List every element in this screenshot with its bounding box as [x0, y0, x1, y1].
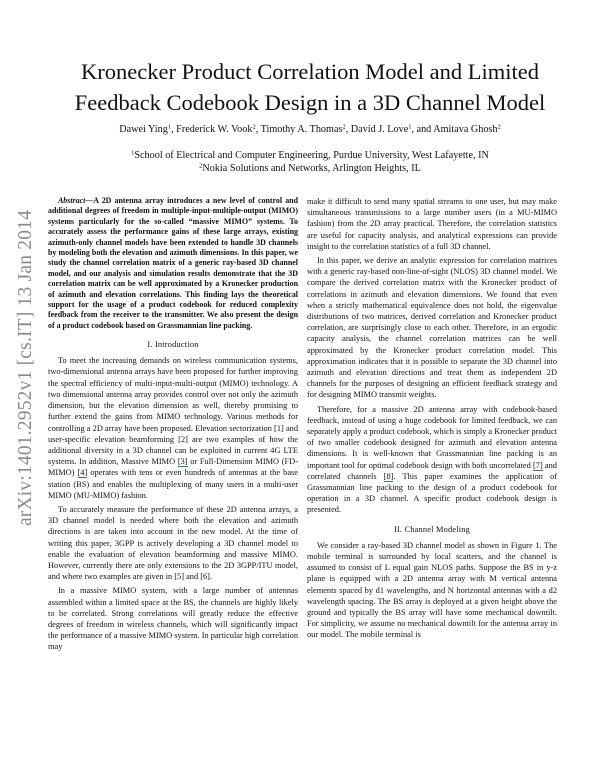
paper-title	[40, 56, 580, 118]
author-list	[40, 124, 580, 135]
intro-p6-text-c: . This paper examines the application of Grassmannian line packing to the design of a product codebook for operation in a 3D channel. A specific product codebook design is presented.	[307, 471, 557, 515]
affiliation-1	[40, 149, 580, 162]
intro-p1-text-b: or Full-Dimension MIMO (FD-MIMO)	[48, 457, 298, 478]
title-line-2: Feedback Codebook Design in a 3D Channel Model	[74, 90, 546, 115]
citation-link-8[interactable]: [8]	[383, 471, 394, 481]
author-5: , and Amitava Ghosh	[411, 124, 498, 135]
citation-link-7[interactable]: [7]	[533, 460, 543, 470]
abstract-text: —A 2D antenna array introduces a new level of control and additional degrees of freedom in multiple-input-multiple-output (MIMO) systems particularly for the so-called “massive MIMO” systems. To accurately assess the performance gains of these large arrays, existing azimuth-only channel models have been extended to handle 3D channels by modeling both the elevation and azimuth dimensions. In this paper, we study the channel correlation matrix of a generic ray-based 3D channel model, and our analysis and simulation results demonstrate that the 3D correlation matrix can be well approximated by a Kronecker production of azimuth and elevation correlations. This finding lays the theoretical support for the usage of a product codebook for reduced complexity feedback from the receiver to the transmitter. We also present the design of a product codebook based on Grassmannian line packing.	[48, 196, 298, 330]
section-heading-introduction: I. Introduction	[147, 340, 199, 350]
affiliation-2	[40, 162, 580, 175]
intro-paragraph-4: make it difficult to send many spatial streams to one user, but may make simultaneous transmissions to a large number users (in a MU-MIMO fashion) from the 2D array practical. Therefore, the correlation statistics are useful for capacity analysis, and analytical expressions can provide insight to the correlation statistics of a full 3D channel.	[307, 197, 557, 251]
author-1: Dawei Ying	[119, 124, 168, 135]
affiliation-2-text: Nokia Solutions and Networks, Arlington Heights, IL	[202, 163, 421, 174]
intro-p1-text: To meet the increasing demands on wireless communication systems, two-dimensional antenna arrays have been proposed for further improving the spectral efficiency of multi-input-multi-output (MIMO) technology. A two dimensional antenna array provides control over not only the azimuth dimension, but the elevation dimension as well, thereby promising to further extend the gains from MIMO technology. Various methods for controlling a 2D array have been proposed. Elevation sectorization [1] and user-specific elevation beamforming [2] are two examples of how the additional diversity in a 3D channel can be exploited in current 4G LTE systems. In addition, Massive MIMO	[48, 356, 298, 467]
intro-paragraph-6	[307, 404, 557, 516]
affiliations	[40, 149, 580, 175]
affiliation-2-marker: 2	[199, 162, 203, 170]
author-1-affil: 1	[167, 123, 172, 131]
abstract	[48, 196, 298, 331]
citation-link-4[interactable]: [4]	[77, 468, 88, 478]
intro-p1-text-c: operates with tens or even hundreds of antennas at the base station (BS) and enables the multiplexing of many users in a multi-user MIMO (MU-MIMO) fashion.	[48, 468, 298, 500]
author-2: , Frederick W. Vook	[171, 124, 253, 135]
author-2-affil: 2	[252, 123, 256, 131]
author-4-affil: 1	[408, 123, 412, 131]
intro-paragraph-5: In this paper, we derive an analytic expression for correlation matrices with a generic ray-based non-line-of-sight (NLOS) 3D channel model. We compare the derived correlation matrix with the Kronecker product of correlations in azimuth and elevation dimensions. We found that even when a strictly mathematical equivalence does not hold, the eigenvalue distributions of two matrices, derived correlation and Kronecker product correlation, are surprisingly close to each other. Therefore, in an ergodic capacity analysis, the channel correlation matrices can be well approximated by the Kronecker product correlation model. This approximation indicates that it is possible to separate the 3D channel into azimuth and elevation directions and treat them as independent 2D channels for the purposes of designing an efficient feedback strategy and for designing MIMO transmit weights.	[307, 256, 557, 400]
citation-link-3[interactable]: [3]	[177, 457, 188, 467]
author-3-affil: 2	[342, 123, 346, 131]
intro-paragraph-1	[48, 355, 298, 501]
author-5-affil: 2	[497, 123, 501, 131]
affiliation-1-text: School of Electrical and Computer Engineering, Purdue University, West Lafayette, IN	[134, 150, 489, 161]
title-line-1: Kronecker Product Correlation Model and Limited	[81, 59, 539, 84]
intro-paragraph-2: To accurately measure the performance of these 2D antenna arrays, a 3D channel model is needed where both the elevation and azimuth directions is are taken into account in the new model. At the time of writing this paper, 3GPP is actively developing a 3D channel model to enable the evaluation of elevation beamforming and massive MIMO. However, currently there are only extensions to the 2D 3GPP/ITU model, and where two examples are given in [5] and [6].	[48, 504, 298, 582]
channel-paragraph-1: We consider a ray-based 3D channel model as shown in Figure 1. The mobile terminal is surrounded by local scatters, and the channel is assumed to consist of L equal gain NLOS paths. Suppose the BS in y-z plane is equipped with a 2D antenna array with M vertical antenna elements spaced by d1 wavelengths, and N horizontal antennas with a d2 wavelength spacing. The BS array is deployed at a given height above the ground and typically the BS array will have some mechanical downtilt. For simplicity, we assume no mechanical downtilt for the antenna array in our model. The mobile terminal is	[307, 540, 557, 640]
abstract-label: Abstract	[58, 196, 86, 205]
right-column	[307, 196, 557, 641]
affiliation-1-marker: 1	[131, 149, 135, 157]
intro-p6-text-b: and correlated channels	[307, 460, 557, 481]
section-heading-channel-modeling: II. Channel Modeling	[393, 524, 471, 534]
author-4: , David J. Love	[345, 124, 409, 135]
intro-p6-text: Therefore, for a massive 2D antenna array with codebook-based feedback, instead of using a huge codebook for limited feedback, we can separately apply a product codebook, which is simply a Kronecker product of two smaller codebook designed for azimuth and elevation antenna dimensions. It is well-known that Grassmannian line packing is an important tool for optimal codebook design with both uncorrelated	[307, 404, 558, 470]
left-column	[48, 196, 298, 653]
author-3: , Timothy A. Thomas	[255, 124, 343, 135]
intro-paragraph-3: In a massive MIMO system, with a large number of antennas assembled within a limited space at the BS, the channels are highly likely to be correlated. Strong correlations will greatly reduce the effective degrees of freedom in wireless channels, which will significantly impact the performance of a massive MIMO system. In particular high correlation may	[48, 586, 298, 652]
arxiv-stamp	[8, 209, 44, 527]
arxiv-stamp-text: arXiv:1401.2952v1 [cs.IT] 13 Jan 2014	[15, 209, 37, 527]
